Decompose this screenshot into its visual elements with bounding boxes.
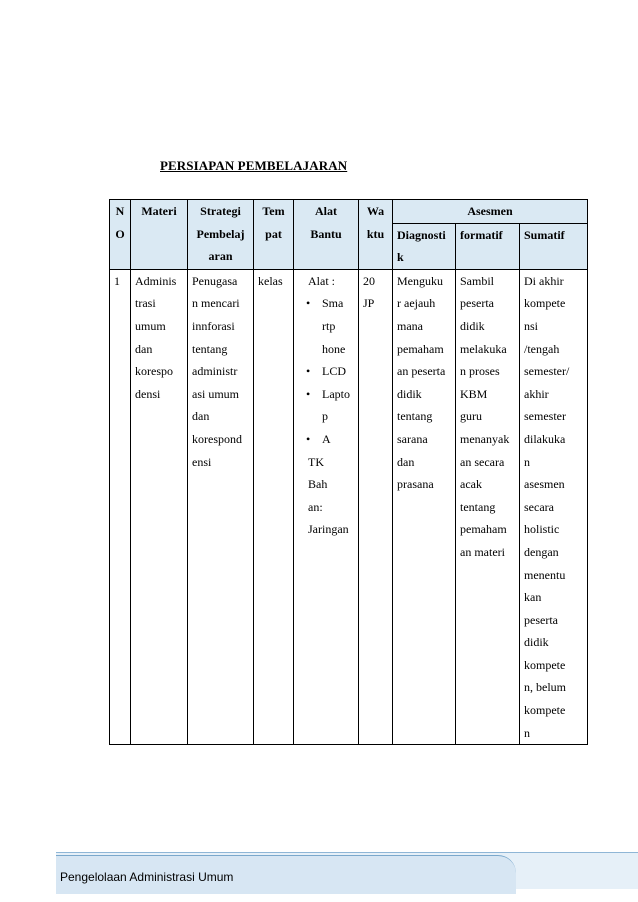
header-tempat: Tem pat (254, 200, 294, 270)
page-title: PERSIAPAN PEMBELAJARAN (160, 158, 348, 173)
alat-item: • Lapto p (314, 383, 354, 428)
header-asesmen: Asesmen (393, 200, 588, 224)
footer-text: Pengelolaan Administrasi Umum (60, 870, 234, 884)
cell-diagnostik: Menguku r aejauh mana pemaham an peserta didik tentang sarana dan prasana (393, 269, 456, 744)
cell-alat (294, 269, 359, 744)
header-row-1 (110, 200, 588, 224)
header-alat: Alat Bantu (294, 200, 359, 270)
cell-waktu: 20 JP (359, 269, 393, 744)
header-materi: Materi (131, 200, 188, 270)
lesson-prep-table (109, 199, 588, 745)
header-formatif: formatif (456, 223, 520, 269)
alat-list (298, 292, 354, 450)
cell-sumatif: Di akhir kompete nsi /tengah semester/ akhir semester dilakuka n asesmen secara holistic dengan menentu kan peserta didik kompete n, belum kompete n (520, 269, 588, 744)
alat-extra: TK Bah an: Jaringan (308, 454, 349, 537)
cell-formatif: Sambil peserta didik melakuka n proses KBM guru menanyak an secara acak tentang pemaham an materi (456, 269, 520, 744)
header-diagnostik: Diagnosti k (393, 223, 456, 269)
cell-tempat: kelas (254, 269, 294, 744)
alat-intro: Alat : (308, 273, 335, 288)
cell-strategi: Penugasa n mencari innforasi tentang administr asi umum dan korespond ensi (188, 269, 254, 744)
footer-bar (56, 852, 638, 889)
header-no: N O (110, 200, 131, 270)
alat-item: • Sma rtp hone (314, 292, 354, 360)
alat-item: • A (314, 428, 354, 451)
header-sumatif: Sumatif (520, 223, 588, 269)
cell-materi: Adminis trasi umum dan korespo densi (131, 269, 188, 744)
footer-tab (56, 855, 516, 894)
cell-no: 1 (110, 269, 131, 744)
header-waktu: Wa ktu (359, 200, 393, 270)
alat-item: • LCD (314, 360, 354, 383)
header-strategi: Strategi Pembelaj aran (188, 200, 254, 270)
table-row (110, 269, 588, 744)
